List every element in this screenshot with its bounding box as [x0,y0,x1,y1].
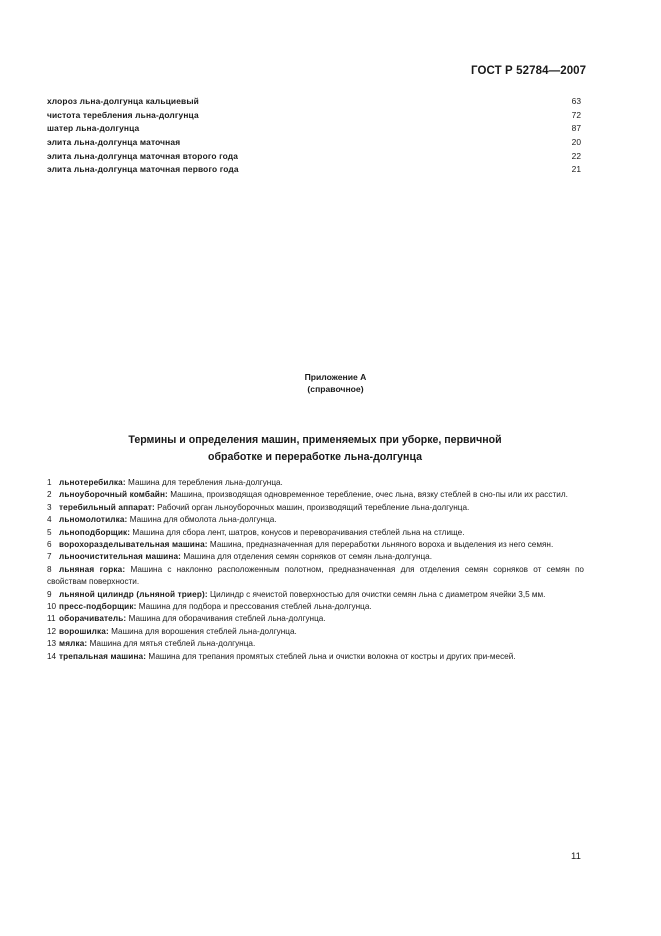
term-entry [47,589,584,601]
terms-list [47,477,584,663]
term-definition: Машина для сбора лент, шатров, конусов и переворачивания стеблей льна на стлище. [130,527,465,537]
index-page-number: 72 [571,109,581,120]
term-entry [47,638,584,650]
term-name: пресс-подборщик: [59,602,137,612]
term-definition: Цилиндр с ячеистой поверхностью для очистки семян льна с диаметром ячейки 3,5 мм. [207,589,546,599]
index-page-number: 21 [571,164,581,175]
term-number: 3 [47,502,52,512]
index-row [47,109,581,123]
term-definition: Машина с наклонно расположенным полотном, предназначенная для отделения семян сорняков от семян по свойствам поверхности. [47,564,584,587]
term-definition: Машина для трепания промятых стеблей льна и очистки волокна от костры и других при-месей. [146,651,516,661]
term-entry [47,613,584,625]
index-term: чистота теребления льна-долгунца [47,109,199,120]
term-name: трепальная машина: [59,651,147,661]
term-entry [47,502,584,514]
term-index-list [47,95,581,177]
index-row [47,95,581,109]
term-name: льняной цилиндр (льняной триер): [59,589,208,599]
term-number: 6 [47,540,52,550]
term-entry [47,551,584,563]
term-entry [47,489,584,501]
term-entry [47,527,584,539]
term-number: 8 [47,564,52,574]
appendix-subtitle: (справочное) [307,384,364,394]
term-definition: Машина для обмолота льна-долгунца. [127,515,277,525]
term-number: 12 [47,626,57,636]
term-name: ворохоразделывательная машина: [59,540,208,550]
term-number: 4 [47,515,52,525]
term-number: 14 [47,651,57,661]
term-name: оборачиватель: [59,614,127,624]
index-page-number: 63 [571,96,581,106]
term-name: мялка: [59,639,88,649]
term-number: 11 [47,614,56,624]
term-entry [47,601,584,613]
term-name: льноочистительная машина: [59,552,182,562]
term-entry [47,651,584,663]
term-definition: Машина для оборачивания стеблей льна-долгунца. [126,614,326,624]
appendix-title: Приложение А [304,372,367,382]
index-term: элита льна-долгунца маточная второго года [47,150,239,161]
term-entry [47,514,584,526]
section-title [100,432,530,466]
term-name: льнотеребилка: [59,478,126,487]
index-row [47,163,581,177]
term-name: льняная горка: [59,564,126,574]
document-standard-header: ГОСТ Р 52784—2007 [471,65,587,77]
term-name: льноподборщик: [59,527,131,537]
term-name: льноуборочный комбайн: [59,490,168,500]
term-number: 10 [47,602,57,612]
index-term: элита льна-долгунца маточная первого года [47,164,239,175]
term-definition: Машина, производящая одновременное теребление, очес льна, вязку стеблей в сно-пы или их расстил. [167,490,568,500]
section-title-line: обработке и переработке льна-долгунца [208,451,422,463]
term-number: 9 [47,589,52,599]
term-number: 7 [47,552,52,562]
index-row [47,122,581,136]
index-page-number: 22 [571,150,581,161]
index-term: элита льна-долгунца маточная [47,137,181,148]
index-page-number: 20 [571,137,581,148]
term-definition: Машина для отделения семян сорняков от семян льна-долгунца. [181,552,432,562]
term-number: 2 [47,490,52,500]
term-entry [47,626,584,638]
term-number: 13 [47,639,57,649]
term-name: теребильный аппарат: [59,502,155,512]
term-definition: Машина для мятья стеблей льна-долгунца. [87,639,256,649]
term-definition: Рабочий орган льноуборочных машин, производящий теребление льна-долгунца. [154,502,470,512]
term-number: 1 [47,478,52,487]
page-number: 11 [571,851,581,862]
term-definition: Машина для ворошения стеблей льна-долгунца. [108,626,297,636]
section-title-line: Термины и определения машин, применяемых при уборке, первичной [128,434,502,446]
term-number: 5 [47,527,52,537]
index-term: шатер льна-долгунца [47,123,140,134]
index-term: хлороз льна-долгунца кальциевый [47,96,199,106]
index-page-number: 87 [571,123,581,134]
index-row [47,150,581,164]
term-entry [47,477,584,489]
term-name: льномолотилка: [59,515,128,525]
term-entry [47,539,584,551]
term-definition: Машина для подбора и прессования стеблей льна-долгунца. [136,602,372,612]
term-definition: Машина, предназначенная для переработки льняного вороха и выделения из него семян. [207,540,554,550]
term-entry [47,564,584,589]
term-definition: Машина для теребления льна-долгунца. [125,478,283,487]
index-row [47,136,581,150]
term-name: ворошилка: [59,626,109,636]
